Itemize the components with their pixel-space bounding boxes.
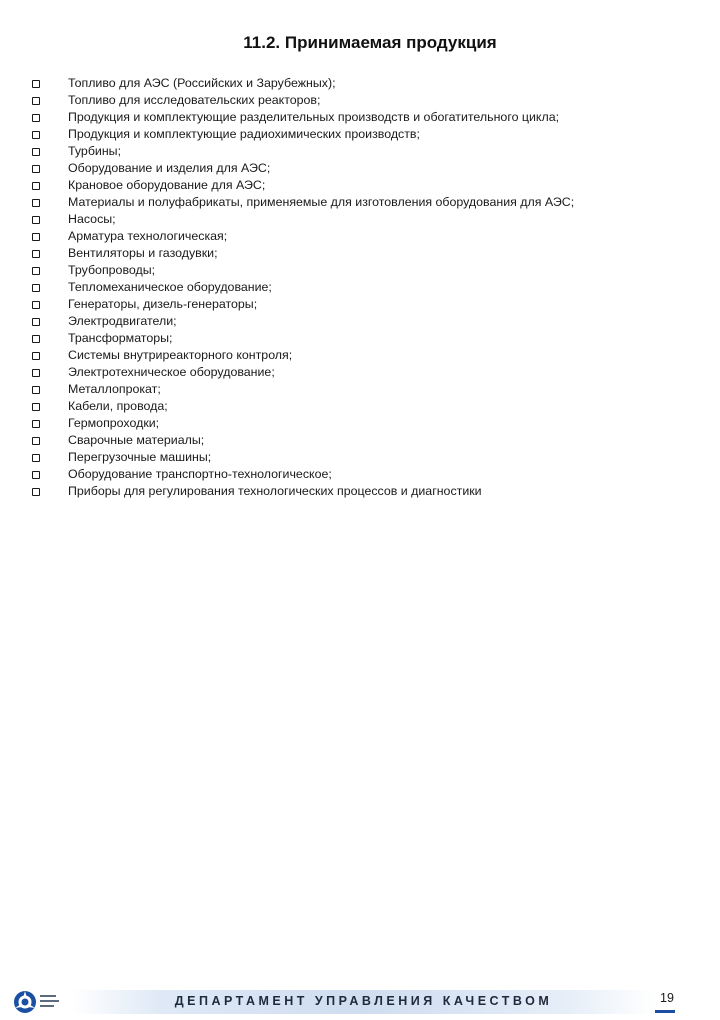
list-item bbox=[30, 194, 690, 211]
slide-title: 11.2. Принимаемая продукция bbox=[243, 33, 497, 52]
list-item bbox=[30, 92, 690, 109]
list-item bbox=[30, 381, 690, 398]
list-item-text: Оборудование транспортно-технологическое; bbox=[68, 467, 332, 481]
list-item bbox=[30, 432, 690, 449]
checkbox-bullet-icon bbox=[32, 352, 40, 360]
checkbox-bullet-icon bbox=[32, 114, 40, 122]
checkbox-bullet-icon bbox=[32, 471, 40, 479]
footer-band bbox=[72, 990, 655, 1014]
checkbox-bullet-icon bbox=[32, 97, 40, 105]
checkbox-bullet-icon bbox=[32, 369, 40, 377]
checkbox-bullet-icon bbox=[32, 267, 40, 275]
list-item-text: Перегрузочные машины; bbox=[68, 450, 212, 464]
list-item bbox=[30, 177, 690, 194]
list-item bbox=[30, 126, 690, 143]
checkbox-bullet-icon bbox=[32, 318, 40, 326]
checkbox-bullet-icon bbox=[32, 165, 40, 173]
list-item bbox=[30, 109, 690, 126]
footer-accent-line bbox=[655, 1010, 675, 1013]
list-item-text: Металлопрокат; bbox=[68, 382, 161, 396]
checkbox-bullet-icon bbox=[32, 335, 40, 343]
list-item bbox=[30, 347, 690, 364]
checkbox-bullet-icon bbox=[32, 216, 40, 224]
list-item-text: Сварочные материалы; bbox=[68, 433, 205, 447]
list-item-text: Материалы и полуфабрикаты, применяемые для изготовления оборудования для АЭС; bbox=[68, 195, 575, 209]
checkbox-bullet-icon bbox=[32, 131, 40, 139]
rosatom-logo bbox=[12, 989, 72, 1015]
checkbox-bullet-icon bbox=[32, 454, 40, 462]
list-item bbox=[30, 313, 690, 330]
list-item-text: Электродвигатели; bbox=[68, 314, 177, 328]
list-item-text: Насосы; bbox=[68, 212, 116, 226]
list-item-text: Кабели, провода; bbox=[68, 399, 168, 413]
list-item bbox=[30, 262, 690, 279]
list-item bbox=[30, 75, 690, 92]
list-item-text: Турбины; bbox=[68, 144, 122, 158]
checkbox-bullet-icon bbox=[32, 80, 40, 88]
footer bbox=[0, 493, 720, 1008]
checkbox-bullet-icon bbox=[32, 301, 40, 309]
list-item bbox=[30, 160, 690, 177]
list-item-text: Оборудование и изделия для АЭС; bbox=[68, 161, 271, 175]
list-item-text: Арматура технологическая; bbox=[68, 229, 228, 243]
checkbox-bullet-icon bbox=[32, 250, 40, 258]
list-item-text: Системы внутриреакторного контроля; bbox=[68, 348, 293, 362]
list-item bbox=[30, 466, 690, 483]
list-item-text: Топливо для АЭС (Российских и Зарубежных); bbox=[68, 76, 336, 90]
list-item-text: Приборы для регулирования технологических процессов и диагностики bbox=[68, 484, 482, 498]
list-item-text: Продукция и комплектующие разделительных производств и обогатительного цикла; bbox=[68, 110, 560, 124]
list-item-text: Вентиляторы и газодувки; bbox=[68, 246, 218, 260]
checkbox-bullet-icon bbox=[32, 148, 40, 156]
list-item-text: Гермопроходки; bbox=[68, 416, 160, 430]
list-item bbox=[30, 364, 690, 381]
checkbox-bullet-icon bbox=[32, 233, 40, 241]
list-item bbox=[30, 296, 690, 313]
product-list bbox=[30, 75, 690, 500]
list-item bbox=[30, 279, 690, 296]
department-name: ДЕПАРТАМЕНТ УПРАВЛЕНИЯ КАЧЕСТВОМ bbox=[174, 994, 553, 1008]
list-item bbox=[30, 228, 690, 245]
list-item-text: Продукция и комплектующие радиохимических производств; bbox=[68, 127, 420, 141]
list-item-text: Генераторы, дизель-генераторы; bbox=[68, 297, 258, 311]
list-item bbox=[30, 449, 690, 466]
checkbox-bullet-icon bbox=[32, 403, 40, 411]
list-item-text: Электротехническое оборудование; bbox=[68, 365, 275, 379]
list-item bbox=[30, 143, 690, 160]
checkbox-bullet-icon bbox=[32, 182, 40, 190]
list-item bbox=[30, 211, 690, 228]
checkbox-bullet-icon bbox=[32, 420, 40, 428]
checkbox-bullet-icon bbox=[32, 284, 40, 292]
checkbox-bullet-icon bbox=[32, 199, 40, 207]
checkbox-bullet-icon bbox=[32, 386, 40, 394]
checkbox-bullet-icon bbox=[32, 437, 40, 445]
list-item bbox=[30, 330, 690, 347]
list-item-text: Топливо для исследовательских реакторов; bbox=[68, 93, 321, 107]
list-item bbox=[30, 245, 690, 262]
page-number: 19 bbox=[660, 991, 674, 1005]
list-item-text: Тепломеханическое оборудование; bbox=[68, 280, 272, 294]
list-item-text: Трубопроводы; bbox=[68, 263, 156, 277]
list-item bbox=[30, 398, 690, 415]
list-item bbox=[30, 415, 690, 432]
list-item-text: Трансформаторы; bbox=[68, 331, 173, 345]
list-item-text: Крановое оборудование для АЭС; bbox=[68, 178, 266, 192]
